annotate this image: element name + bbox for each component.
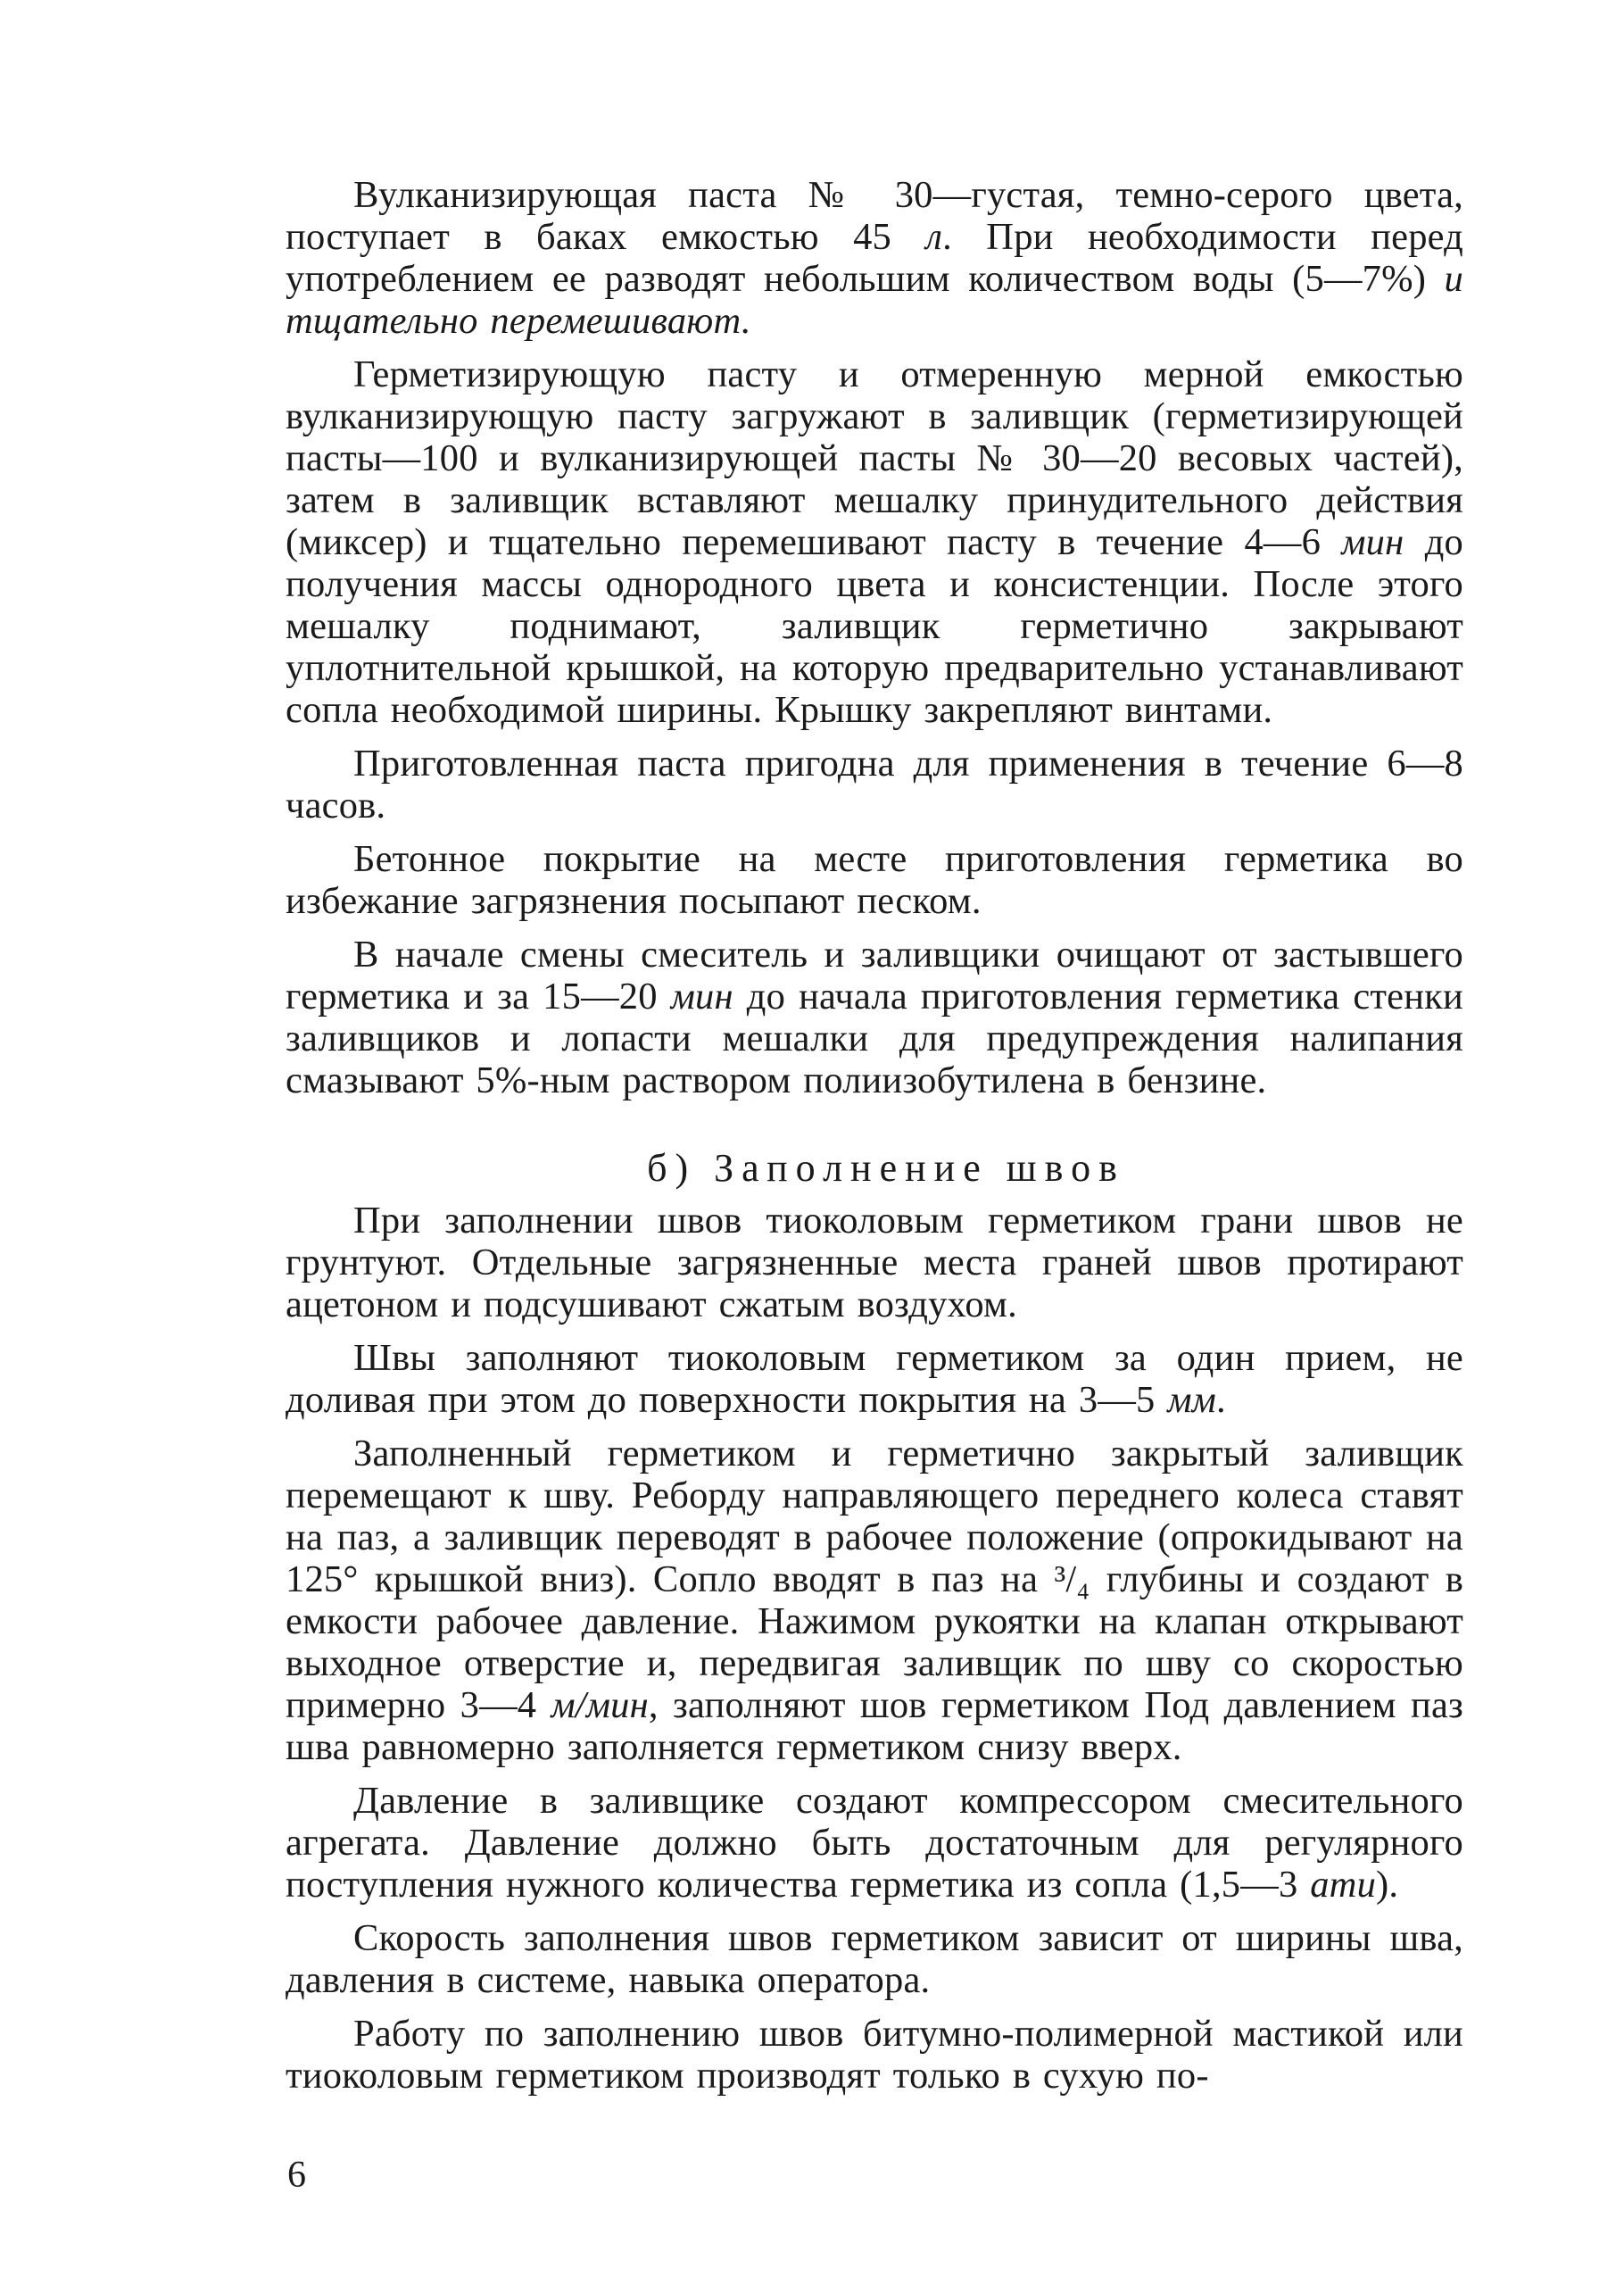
unit-millimeters: мм [1167, 1379, 1216, 1421]
paragraph-single-pass [286, 1337, 1463, 1421]
paragraph-filling-procedure [286, 1433, 1463, 1768]
page-body [286, 174, 1463, 2108]
paragraph-text: Приготовленная паста пригодна для применения в течение 6—8 часов. [286, 743, 1463, 827]
paragraph-text: . При необходимости перед употреблением ее разводят небольшим количеством воды (5—7%) [286, 216, 1463, 300]
paragraph-filling-speed [286, 1917, 1463, 2001]
paragraph-pot-life [286, 743, 1463, 827]
unit-liters: л [925, 216, 943, 258]
paragraph-text: . [1215, 1379, 1226, 1421]
paragraph-pressure [286, 1780, 1463, 1906]
paragraph-text: ). [1376, 1864, 1399, 1906]
page-number: 6 [287, 2155, 306, 2196]
paragraph-loading-paste [286, 353, 1463, 731]
paragraph-text: Вулканизирующая паста № 30—густая, темно-серого цвета, поступает в баках емкостью 45 [286, 174, 1463, 258]
paragraph-text: Герметизирующую пасту и отмеренную мерной емкостью вулканизирующую пасту загружают в заливщик (герметизирующей пасты—100 и вулканизирующей пасты № 30—20 весовых частей), затем в заливщик вставляют мешалку принудительного действия (миксер) и тщательно перемешивают пасту в течение 4—6 [286, 353, 1463, 563]
paragraph-text: до начала приготовления герметика стенки заливщиков и лопасти мешалки для предупреждения налипания смазывают 5%-ным раствором полиизобутилена в бензине. [286, 976, 1463, 1101]
paragraph-vulcanizing-paste [286, 174, 1463, 342]
paragraph-text: В начале смены смеситель и заливщики очищают от застывшего герметика и за 15—20 [286, 934, 1463, 1018]
section-heading: б) Заполнение швов [647, 1146, 1125, 1190]
paragraph-text: Заполненный герметиком и герметично закрытый заливщик перемещают к шву. Реборду направляющего переднего колеса ставят на паз, а заливщик переводят в рабочее положение (опрокидывают на 125° крышкой вниз). Сопло вводят в паз на ³/₄ глубины и создают в емкости рабочее давление. Нажимом рукоятки на клапан открывают выходное отверстие и, передвигая заливщик по шву со скоростью примерно 3—4 [286, 1433, 1463, 1726]
paragraph-text: Работу по заполнению швов битумно-полимерной мастикой или тиоколовым герметиком производят только в сухую по- [286, 2013, 1463, 2097]
paragraph-dry-weather [286, 2013, 1463, 2097]
paragraph-text: При заполнении швов тиоколовым герметиком грани швов не грунтуют. Отдельные загрязненные места граней швов протирают ацетоном и подсушивают сжатым воздухом. [286, 1200, 1463, 1325]
paragraph-sand-covering [286, 838, 1463, 922]
paragraph-text: Швы заполняют тиоколовым герметиком за один прием, не доливая при этом до поверхности покрытия на 3—5 [286, 1337, 1463, 1421]
paragraph-text: Бетонное покрытие на месте приготовления герметика во избежание загрязнения посыпают песком. [286, 838, 1463, 922]
paragraph-text: Давление в заливщике создают компрессором смесительного агрегата. Давление должно быть достаточным для регулярного поступления нужного количества герметика из сопла (1,5—3 [286, 1780, 1463, 1906]
unit-meters-per-minute: м/мин [551, 1684, 649, 1726]
unit-minutes: мин [1341, 521, 1404, 563]
paragraph-text: Скорость заполнения швов герметиком зависит от ширины шва, давления в системе, навыка оператора. [286, 1917, 1463, 2001]
unit-ati: ати [1310, 1864, 1377, 1906]
paragraph-text: до получения массы однородного цвета и консистенции. После этого мешалку поднимают, заливщик герметично закрывают уплотнительной крышкой, на которую предварительно устанавливают сопла необходимой ширины. Крышку закрепляют винтами. [286, 521, 1463, 731]
paragraph-joint-preparation [286, 1200, 1463, 1325]
paragraph-italic-text: и тщательно перемешивают. [286, 258, 1463, 342]
paragraph-cleaning [286, 934, 1463, 1101]
paragraph-text: , заполняют шов герметиком Под давлением паз шва равномерно заполняется герметиком снизу вверх. [286, 1684, 1463, 1768]
unit-minutes: мин [670, 976, 733, 1018]
